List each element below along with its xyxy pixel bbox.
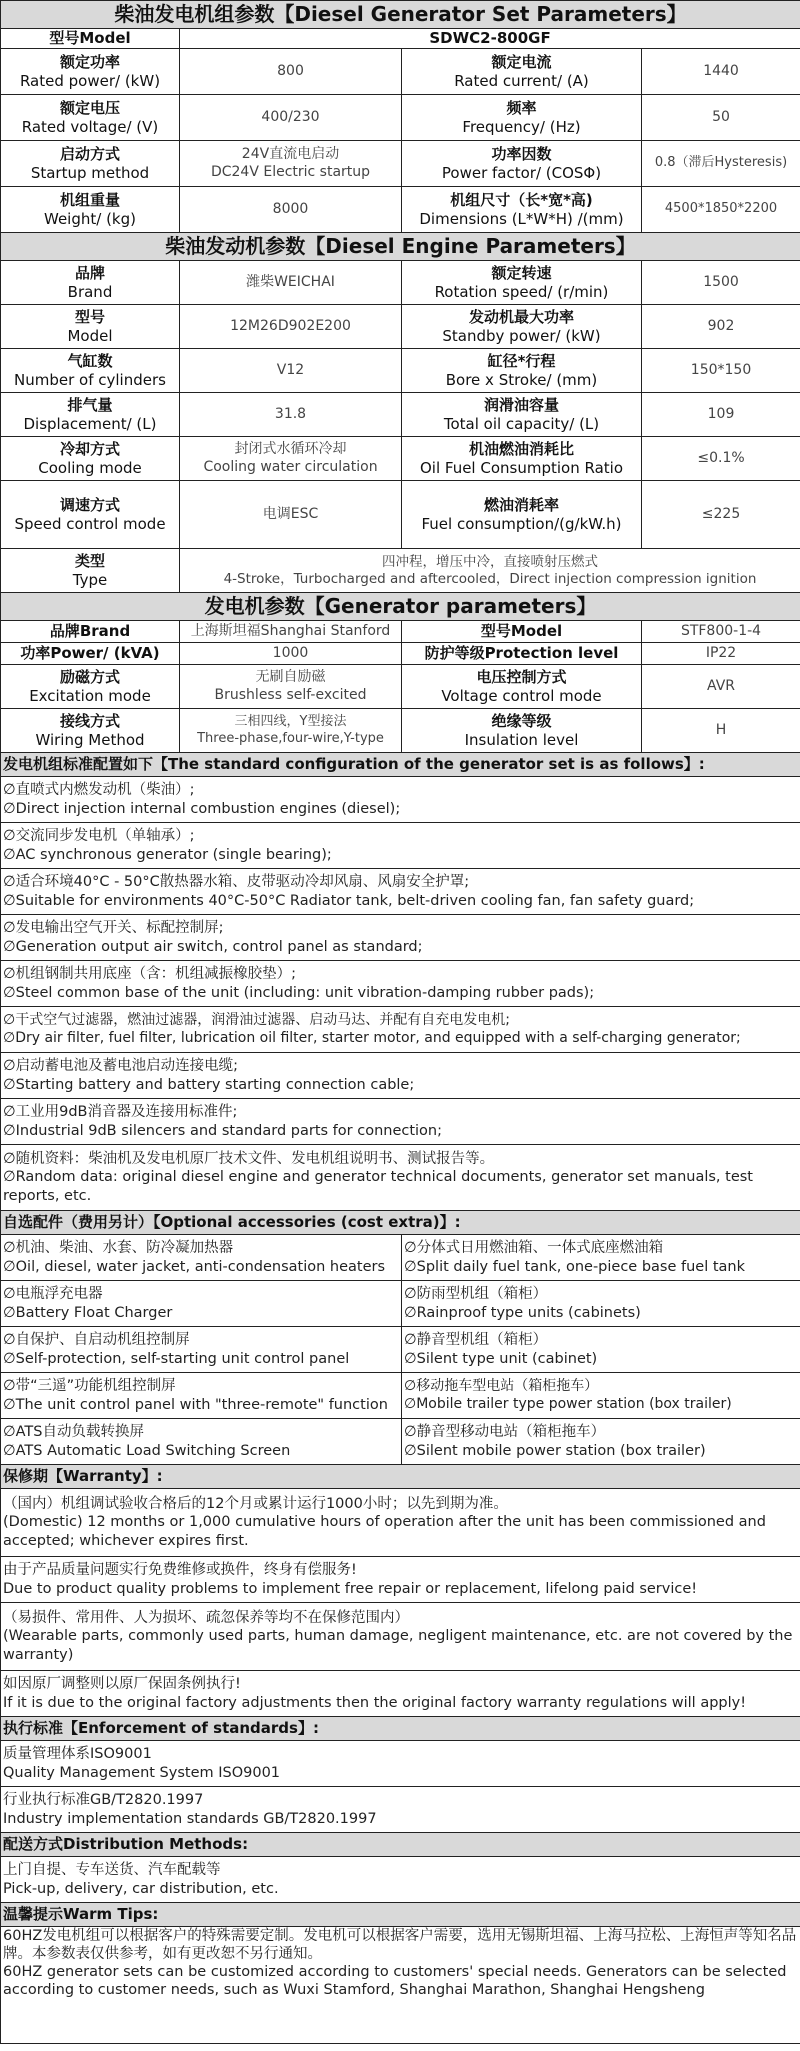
list-item: ∅移动拖车型电站（箱柜拖车） ∅Mobile trailer type power station (box trailer)	[402, 1373, 800, 1419]
list-item: ∅交流同步发电机（单轴承）; ∅AC synchronous generator (single bearing);	[1, 823, 800, 869]
param-value: 1500	[642, 261, 800, 305]
param-value: ≤0.1%	[642, 437, 800, 481]
param-label: 额定电流 Rated current/ (A)	[402, 49, 642, 95]
param-label: 排气量 Displacement/ (L)	[1, 393, 180, 437]
list-item: 60HZ发电机组可以根据客户的特殊需要定制。发电机可以根据客户需要，选用无锡斯坦福、上海马拉松、上海恒声等知名品牌。本参数表仅供参考，如有更改恕不另行通知。 60HZ generator sets can be customized according to customers' special needs. Generators can be selected according to customer needs, such as Wuxi Stamford, Shanghai Marathon, Shanghai Hengsheng	[1, 1927, 800, 2044]
param-label: 润滑油容量 Total oil capacity/ (L)	[402, 393, 642, 437]
list-item: 行业执行标准GB/T2820.1997 Industry implementation standards GB/T2820.1997	[1, 1787, 800, 1833]
param-value: ≤225	[642, 481, 800, 549]
param-value: 电调ESC	[180, 481, 402, 549]
list-item: ∅干式空气过滤器，燃油过滤器，润滑油过滤器、启动马达、并配有自充电发电机; ∅Dry air filter, fuel filter, lubrication oil filter, starter motor, and equipped with a self-charging generator;	[1, 1007, 800, 1053]
type-value: 四冲程，增压中冷，直接喷射压燃式 4-Stroke，Turbocharged and aftercooled，Direct injection compression ignition	[180, 549, 800, 593]
distribution-title: 配送方式Distribution Methods:	[1, 1833, 800, 1857]
param-label: 缸径*行程 Bore x Stroke/ (mm)	[402, 349, 642, 393]
param-label: 频率 Frequency/ (Hz)	[402, 95, 642, 141]
param-label: 型号 Model	[1, 305, 180, 349]
list-item: ∅带“三遥”功能机组控制屏 ∅The unit control panel with "three-remote" function	[1, 1373, 402, 1419]
param-label: 额定转速 Rotation speed/ (r/min)	[402, 261, 642, 305]
list-item: ∅机组钢制共用底座（含：机组减振橡胶垫）; ∅Steel common base of the unit (including: unit vibration-damping rubber pads);	[1, 961, 800, 1007]
list-item: ∅静音型移动电站（箱柜拖车） ∅Silent mobile power station (box trailer)	[402, 1419, 800, 1465]
type-label: 类型 Type	[1, 549, 180, 593]
param-value: 1000	[180, 643, 402, 665]
param-value: 三相四线，Y型接法 Three-phase,four-wire,Y-type	[180, 709, 402, 753]
param-label: 绝缘等级 Insulation level	[402, 709, 642, 753]
param-value: 800	[180, 49, 402, 95]
standards-title: 执行标准【Enforcement of standards】:	[1, 1717, 800, 1741]
list-item: （国内）机组调试验收合格后的12个月或累计运行1000小时；以先到期为准。 (Domestic) 12 months or 1,000 cumulative hours of operation after the unit has been commissioned and accepted; whichever expires first.	[1, 1489, 800, 1557]
list-item: ∅启动蓄电池及蓄电池启动连接电缆; ∅Starting battery and battery starting connection cable;	[1, 1053, 800, 1099]
param-value: 12M26D902E200	[180, 305, 402, 349]
list-item: ∅静音型机组（箱柜） ∅Silent type unit (cabinet)	[402, 1327, 800, 1373]
param-label: 功率Power/ (kVA)	[1, 643, 180, 665]
param-value: 4500*1850*2200	[642, 187, 800, 233]
param-value: 50	[642, 95, 800, 141]
param-label: 品牌 Brand	[1, 261, 180, 305]
param-label: 机组尺寸（长*宽*高) Dimensions (L*W*H) /(mm)	[402, 187, 642, 233]
param-label: 冷却方式 Cooling mode	[1, 437, 180, 481]
param-value: 400/230	[180, 95, 402, 141]
param-label: 品牌Brand	[1, 621, 180, 643]
list-item: ∅直喷式内燃发动机（柴油）; ∅Direct injection internal combustion engines (diesel);	[1, 777, 800, 823]
param-label: 发动机最大功率 Standby power/ (kW)	[402, 305, 642, 349]
param-label: 励磁方式 Excitation mode	[1, 665, 180, 709]
param-value: IP22	[642, 643, 800, 665]
list-item: ∅适合环境40°C - 50°C散热器水箱、皮带驱动冷却风扇、风扇安全护罩; ∅Suitable for environments 40°C-50°C Radiator tank, belt-driven cooling fan, fan safety guard;	[1, 869, 800, 915]
param-label: 接线方式 Wiring Method	[1, 709, 180, 753]
list-item: ∅工业用9dB消音器及连接用标准件; ∅Industrial 9dB silencers and standard parts for connection;	[1, 1099, 800, 1145]
model-value: SDWC2-800GF	[180, 29, 800, 49]
param-label: 型号Model	[402, 621, 642, 643]
param-value: 902	[642, 305, 800, 349]
param-label: 机油燃油消耗比 Oil Fuel Consumption Ratio	[402, 437, 642, 481]
generator-title: 发电机参数【Generator parameters】	[1, 593, 800, 621]
engine-title: 柴油发动机参数【Diesel Engine Parameters】	[1, 233, 800, 261]
standard-config-title: 发电机组标准配置如下【The standard configuration of the generator set is as follows】:	[1, 753, 800, 777]
param-value: 1440	[642, 49, 800, 95]
list-item: ∅分体式日用燃油箱、一体式底座燃油箱 ∅Split daily fuel tank, one-piece base fuel tank	[402, 1235, 800, 1281]
list-item: ∅防雨型机组（箱柜） ∅Rainproof type units (cabinets)	[402, 1281, 800, 1327]
list-item: 如因原厂调整则以原厂保固条例执行! If it is due to the original factory adjustments then the original factory warranty regulations will apply!	[1, 1671, 800, 1717]
param-value: AVR	[642, 665, 800, 709]
param-value: 封闭式水循环冷却 Cooling water circulation	[180, 437, 402, 481]
param-label: 功率因数 Power factor/ (COSΦ)	[402, 141, 642, 187]
param-label: 启动方式 Startup method	[1, 141, 180, 187]
list-item: ∅机油、柴油、水套、防冷凝加热器 ∅Oil, diesel, water jacket, anti-condensation heaters	[1, 1235, 402, 1281]
list-item: ∅ATS自动负载转换屏 ∅ATS Automatic Load Switching Screen	[1, 1419, 402, 1465]
param-value: 109	[642, 393, 800, 437]
optional-title: 自选配件（费用另计）【Optional accessories (cost extra)】:	[1, 1211, 800, 1235]
list-item: ∅随机资料：柴油机及发电机原厂技术文件、发电机组说明书、测试报告等。 ∅Random data: original diesel engine and generator technical documents, generator set manuals, test reports, etc.	[1, 1145, 800, 1211]
param-value: 24V直流电启动 DC24V Electric startup	[180, 141, 402, 187]
param-label: 额定电压 Rated voltage/ (V)	[1, 95, 180, 141]
param-label: 燃油消耗率 Fuel consumption/(g/kW.h)	[402, 481, 642, 549]
list-item: 质量管理体系ISO9001 Quality Management System ISO9001	[1, 1741, 800, 1787]
param-label: 电压控制方式 Voltage control mode	[402, 665, 642, 709]
list-item: ∅发电输出空气开关、标配控制屏; ∅Generation output air switch, control panel as standard;	[1, 915, 800, 961]
param-value: 0.8（滞后Hysteresis)	[642, 141, 800, 187]
param-label: 额定功率 Rated power/ (kW)	[1, 49, 180, 95]
list-item: （易损件、常用件、人为损坏、疏忽保养等均不在保修范围内） (Wearable parts, commonly used parts, human damage, negligent maintenance, etc. are not covered by the warranty)	[1, 1603, 800, 1671]
param-label: 调速方式 Speed control mode	[1, 481, 180, 549]
param-value: 150*150	[642, 349, 800, 393]
param-value: 无刷自励磁 Brushless self-excited	[180, 665, 402, 709]
param-value: 潍柴WEICHAI	[180, 261, 402, 305]
list-item: ∅电瓶浮充电器 ∅Battery Float Charger	[1, 1281, 402, 1327]
param-value: H	[642, 709, 800, 753]
tips-title: 温馨提示Warm Tips:	[1, 1903, 800, 1927]
param-label: 防护等级Protection level	[402, 643, 642, 665]
param-value: 上海斯坦福Shanghai Stanford	[180, 621, 402, 643]
param-label: 气缸数 Number of cylinders	[1, 349, 180, 393]
gen-set-title: 柴油发电机组参数【Diesel Generator Set Parameters】	[1, 1, 800, 29]
warranty-title: 保修期【Warranty】:	[1, 1465, 800, 1489]
list-item: 由于产品质量问题实行免费维修或换件，终身有偿服务! Due to product quality problems to implement free repair or replacement, lifelong paid service!	[1, 1557, 800, 1603]
list-item: ∅自保护、自启动机组控制屏 ∅Self-protection, self-starting unit control panel	[1, 1327, 402, 1373]
param-value: STF800-1-4	[642, 621, 800, 643]
param-label: 机组重量 Weight/ (kg)	[1, 187, 180, 233]
param-value: 8000	[180, 187, 402, 233]
model-label: 型号Model	[1, 29, 180, 49]
list-item: 上门自提、专车送货、汽车配载等 Pick-up, delivery, car distribution, etc.	[1, 1857, 800, 1903]
param-value: 31.8	[180, 393, 402, 437]
param-value: V12	[180, 349, 402, 393]
